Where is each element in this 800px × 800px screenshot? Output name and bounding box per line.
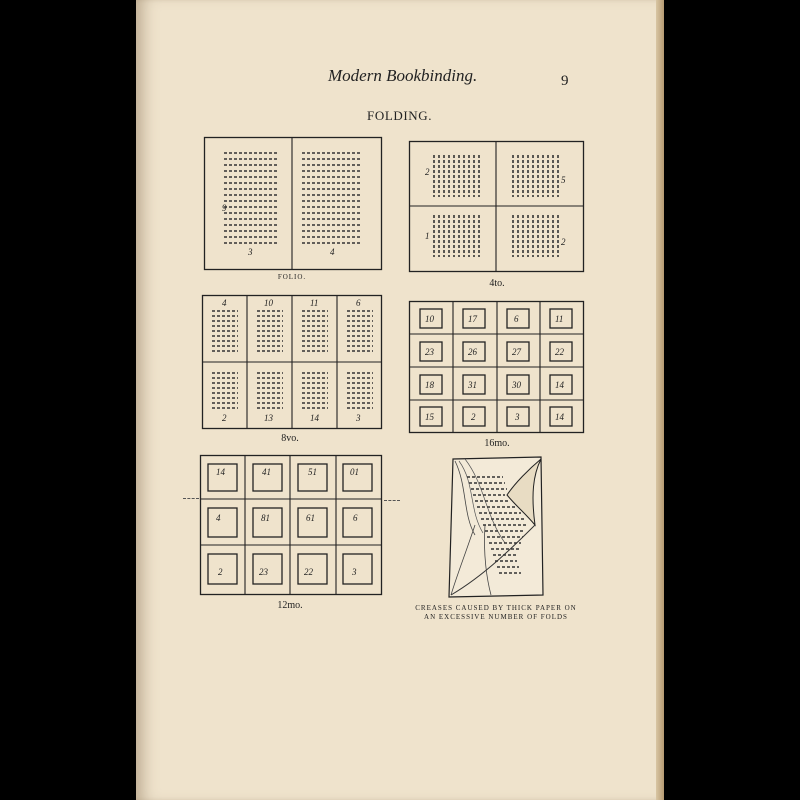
twelvemo-page-num: 01 [350, 467, 359, 477]
sixteenmo-page-num: 18 [425, 380, 434, 390]
creases-caption-line1: CREASES CAUSED BY THICK PAPER ON [415, 604, 577, 612]
twelvemo-page-num: 23 [259, 567, 268, 577]
folio-page-num: 4 [330, 247, 335, 257]
sixteenmo-page-num: 27 [512, 347, 521, 357]
sixteenmo-caption: 16mo. [484, 438, 510, 449]
running-title: Modern Bookbinding. [328, 66, 478, 85]
quarto-page-num: 1 [425, 231, 430, 241]
sixteenmo-page-num: 23 [425, 347, 434, 357]
octavo-caption: 8vo. [281, 433, 299, 444]
twelvemo-page-num: 6 [353, 513, 358, 523]
twelvemo-page-num: 4 [216, 513, 221, 523]
octavo-diagram [202, 295, 382, 429]
sixteenmo-page-num: 30 [512, 380, 521, 390]
folio-caption: FOLIO. [277, 273, 307, 281]
octavo-page-num: 4 [222, 298, 227, 308]
fold-mark-left [183, 498, 199, 499]
twelvemo-page-num: 3 [352, 567, 357, 577]
sixteenmo-page-num: 26 [468, 347, 477, 357]
sixteenmo-page-num: 22 [555, 347, 564, 357]
twelvemo-page-num: 14 [216, 467, 225, 477]
sixteenmo-page-num: 6 [514, 314, 519, 324]
octavo-page-num: 11 [310, 298, 319, 308]
octavo-page-num: 3 [356, 413, 361, 423]
page-edge [656, 0, 664, 800]
quarto-page-num: 2 [561, 237, 566, 247]
twelvemo-diagram [200, 455, 382, 595]
twelvemo-page-num: 81 [261, 513, 270, 523]
sixteenmo-page-num: 3 [515, 412, 520, 422]
folio-page-num: 9 [222, 203, 227, 213]
twelvemo-page-num: 41 [262, 467, 271, 477]
sixteenmo-page-num: 14 [555, 380, 564, 390]
fold-mark-right [384, 500, 400, 501]
quarto-caption: 4to. [489, 278, 505, 289]
octavo-page-num: 14 [310, 413, 319, 423]
sixteenmo-page-num: 31 [468, 380, 477, 390]
page-number: 9 [561, 73, 569, 89]
octavo-page-num: 10 [264, 298, 273, 308]
twelvemo-page-num: 22 [304, 567, 313, 577]
twelvemo-page-num: 61 [306, 513, 315, 523]
octavo-page-num: 2 [222, 413, 227, 423]
sixteenmo-page-num: 2 [471, 412, 476, 422]
sixteenmo-page-num: 14 [555, 412, 564, 422]
twelvemo-page-num: 51 [308, 467, 317, 477]
sixteenmo-page-num: 17 [468, 314, 477, 324]
sixteenmo-page-num: 11 [555, 314, 564, 324]
folio-page-num: 3 [248, 247, 253, 257]
folio-diagram [204, 137, 382, 270]
quarto-page-num: 2 [425, 167, 430, 177]
sixteenmo-page-num: 15 [425, 412, 434, 422]
octavo-page-num: 13 [264, 413, 273, 423]
section-title: FOLDING. [367, 108, 433, 123]
twelvemo-page-num: 2 [218, 567, 223, 577]
sixteenmo-page-num: 10 [425, 314, 434, 324]
twelvemo-caption: 12mo. [277, 600, 303, 611]
octavo-page-num: 6 [356, 298, 361, 308]
sixteenmo-diagram [409, 301, 584, 433]
quarto-diagram [409, 141, 584, 272]
quarto-page-num: 5 [561, 175, 566, 185]
creases-illustration [445, 455, 545, 600]
creases-caption-line2: AN EXCESSIVE NUMBER OF FOLDS [424, 613, 568, 621]
